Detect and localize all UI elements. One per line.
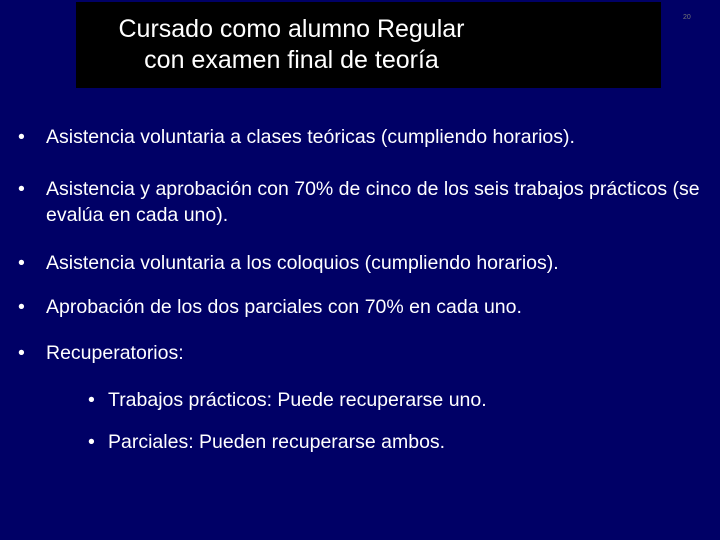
bullet-item bbox=[18, 176, 718, 228]
sub-bullet-text: Parciales: Pueden recuperarse ambos. bbox=[108, 431, 446, 453]
bullet-text: Asistencia voluntaria a clases teóricas (cumpliendo horarios). bbox=[46, 126, 575, 148]
bullet-item bbox=[18, 250, 718, 276]
bullet-item bbox=[18, 294, 718, 320]
slide-title-line-2: con examen final de teoría bbox=[144, 46, 439, 74]
bullet-text: Asistencia voluntaria a los coloquios (cumpliendo horarios). bbox=[46, 252, 559, 274]
bullet-text: Asistencia y aprobación con 70% de cinco de los seis trabajos prácticos (se evalúa en cada uno). bbox=[46, 178, 700, 226]
sub-bullet-text: Trabajos prácticos: Puede recuperarse uno. bbox=[108, 389, 487, 411]
bullet-dot-icon: • bbox=[88, 431, 95, 453]
bullet-text: Recuperatorios: bbox=[46, 342, 184, 364]
slide-number: 20 bbox=[683, 14, 691, 21]
bullet-dot-icon: • bbox=[18, 126, 25, 148]
bullet-dot-icon: • bbox=[18, 178, 25, 200]
bullet-item bbox=[18, 124, 718, 150]
bullet-item bbox=[18, 340, 718, 366]
sub-bullet-item bbox=[88, 387, 708, 413]
bullet-dot-icon: • bbox=[18, 296, 25, 318]
sub-bullet-item bbox=[88, 429, 708, 455]
slide-title-line-1: Cursado como alumno Regular bbox=[118, 15, 465, 43]
bullet-dot-icon: • bbox=[18, 342, 25, 364]
bullet-dot-icon: • bbox=[18, 252, 25, 274]
bullet-text: Aprobación de los dos parciales con 70% en cada uno. bbox=[46, 296, 522, 318]
bullet-dot-icon: • bbox=[88, 389, 95, 411]
